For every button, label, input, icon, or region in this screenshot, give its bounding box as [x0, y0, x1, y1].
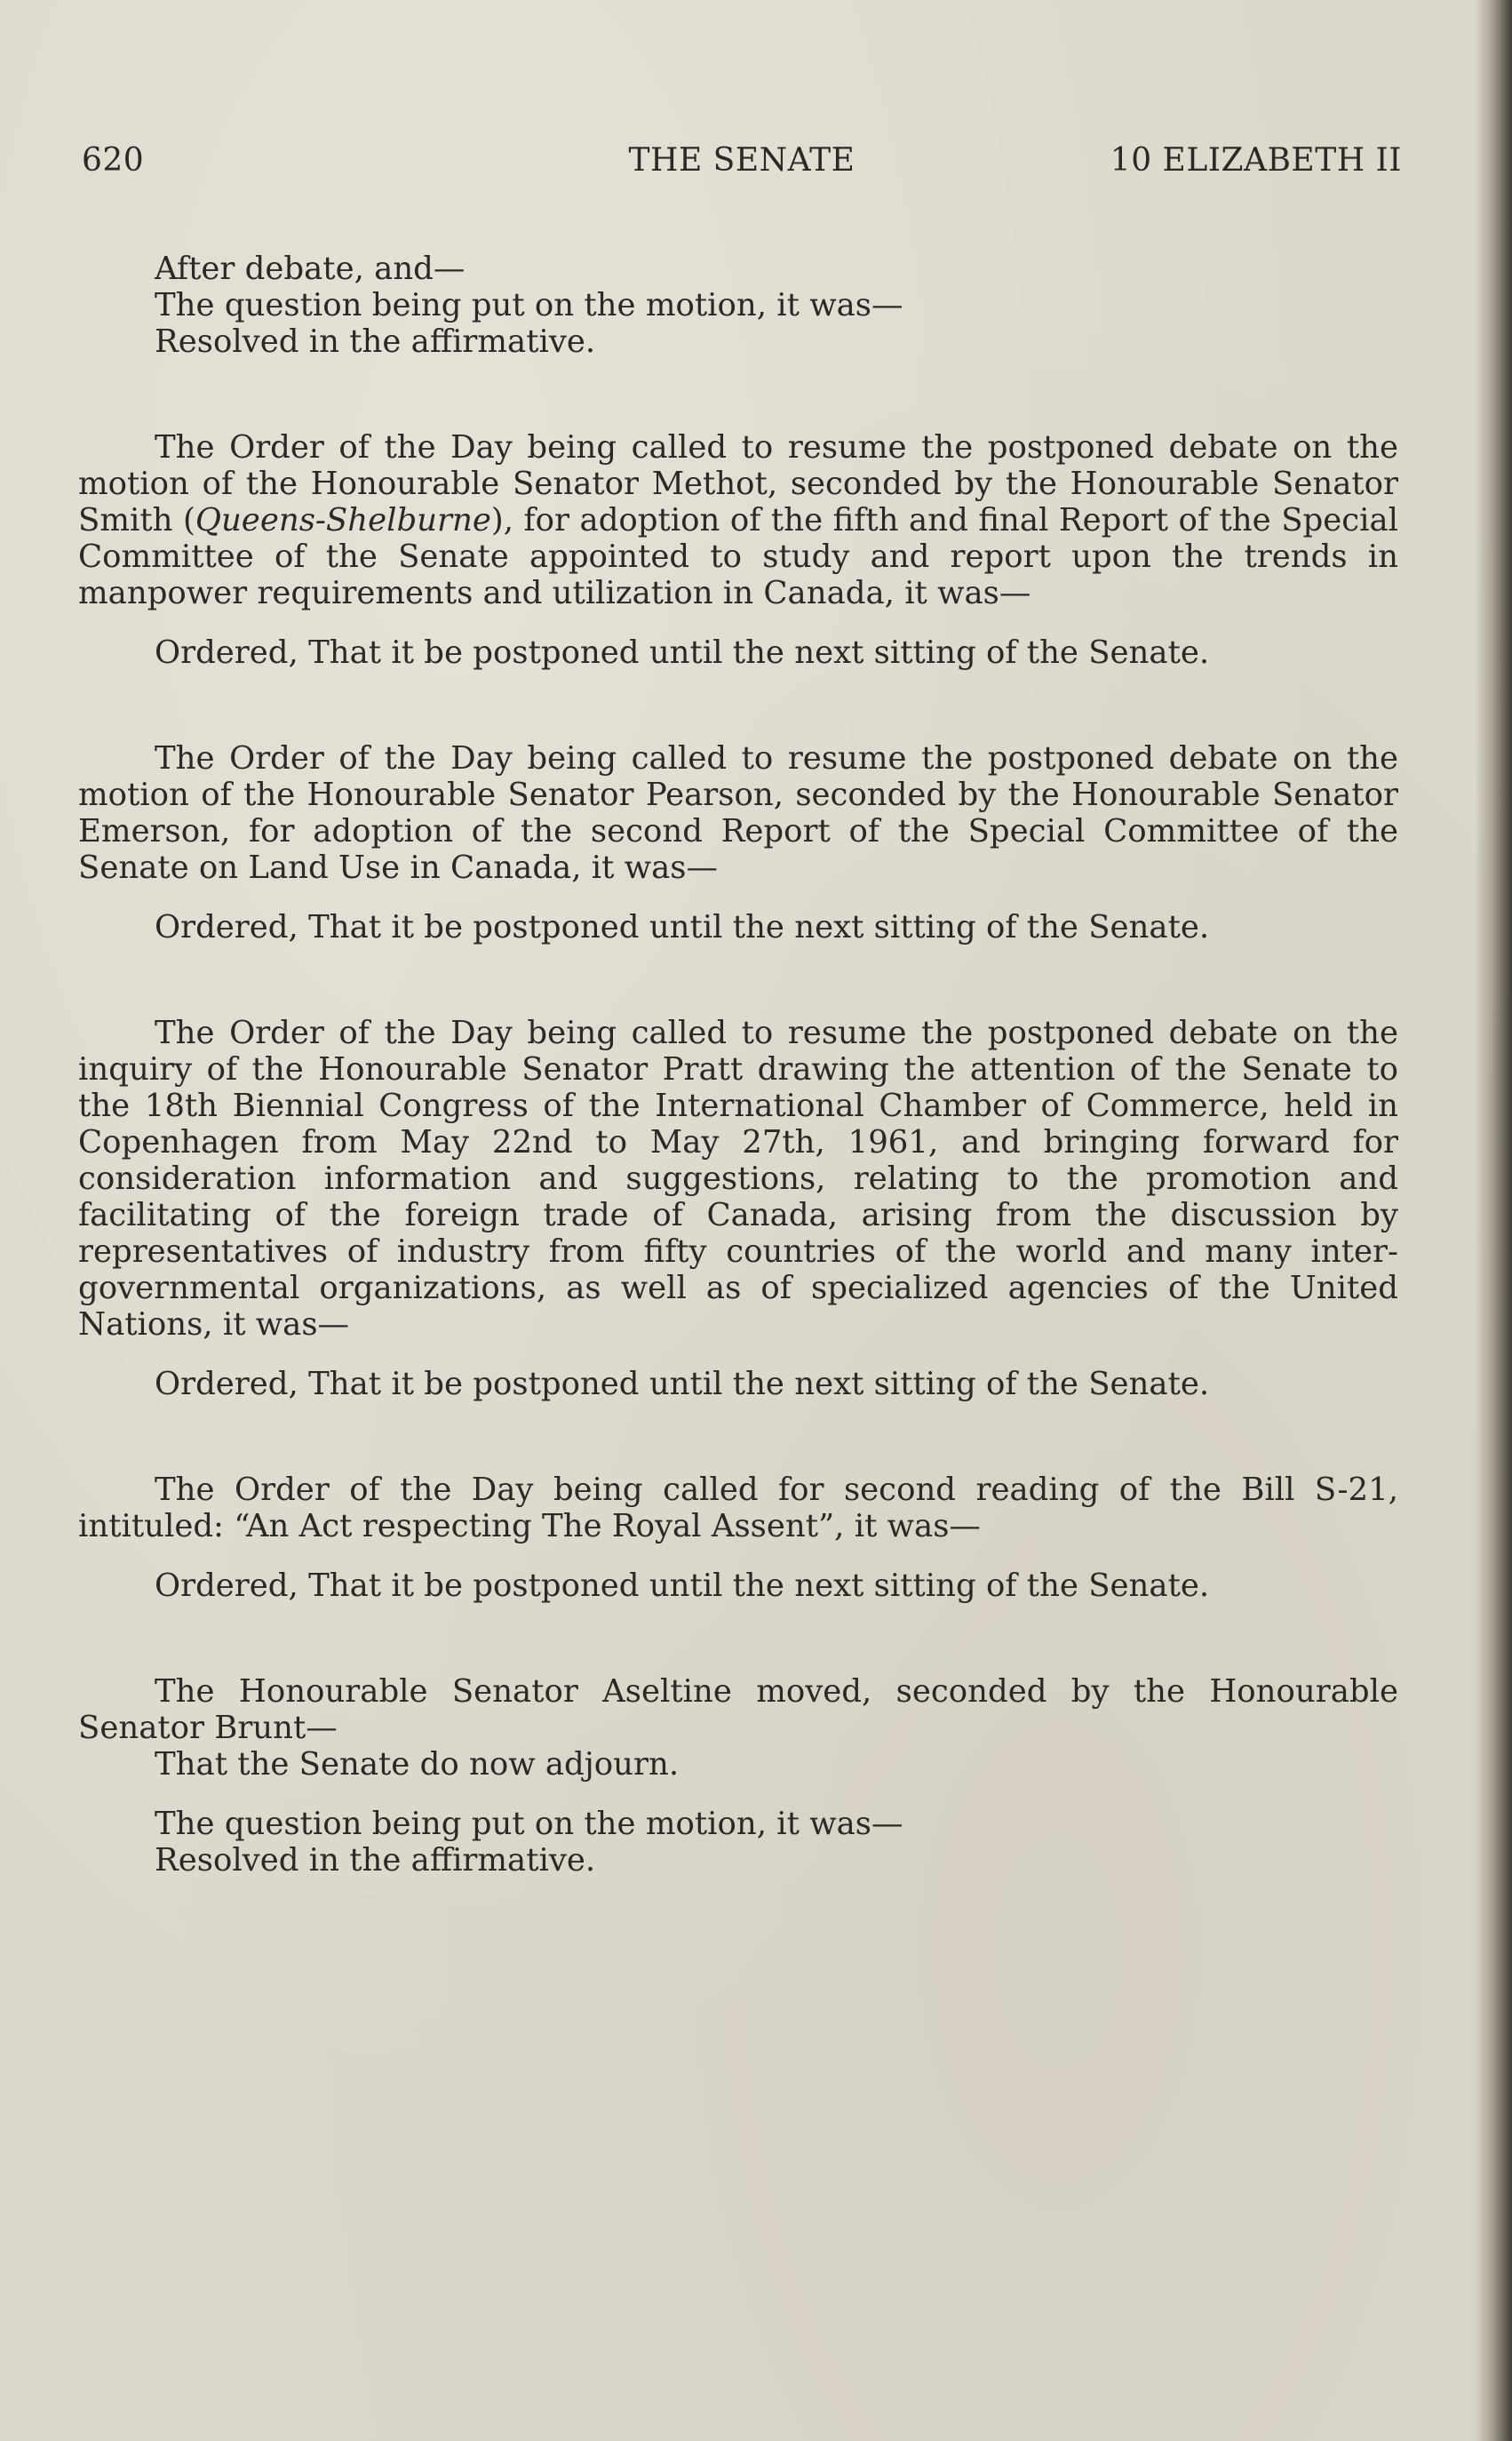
paragraph-line: After debate, and—	[155, 251, 466, 287]
section-land-use-report	[78, 740, 1398, 945]
section-bill-s21	[78, 1472, 1398, 1604]
order-line: Ordered, That it be postponed until the next sitting of the Senate.	[155, 634, 1210, 671]
section-manpower-report	[78, 429, 1398, 671]
paragraph-text: The Order of the Day being called to resume the postponed debate on the motion of the Honourable Senator Methot, seconded by the Honourable Senator Smith (	[78, 429, 1398, 538]
page-number: 620	[82, 142, 145, 179]
paragraph-line: Resolved in the affirmative.	[155, 323, 596, 360]
order-line: Ordered, That it be postponed until the next sitting of the Senate.	[155, 909, 1210, 945]
motion-line: That the Senate do now adjourn.	[155, 1746, 680, 1783]
section-chamber-of-commerce-inquiry	[78, 1015, 1398, 1402]
paragraph: The Order of the Day being called for second reading of the Bill S-21, intituled: “An Act respecting The Royal Assent”, it was—	[78, 1472, 1398, 1544]
section-adjournment	[78, 1673, 1398, 1879]
section-debate-result	[78, 251, 1398, 360]
running-header	[82, 142, 1402, 187]
page-edge-shadow	[1475, 0, 1512, 2441]
document-body	[78, 251, 1398, 1879]
paragraph-line: The question being put on the motion, it was—	[155, 287, 903, 323]
paragraph: The Honourable Senator Aseltine moved, seconded by the Honourable Senator Brunt—	[78, 1673, 1398, 1746]
paragraph-line: Resolved in the affirmative.	[155, 1842, 596, 1879]
order-line: Ordered, That it be postponed until the next sitting of the Senate.	[155, 1366, 1210, 1402]
paragraph: The Order of the Day being called to resume the postponed debate on the inquiry of the Honourable Senator Pratt drawing the attention of the Senate to the 18th Biennial Congress of the International Chamber of Commerce, held in Copenhagen from May 22nd to May 27th, 1961, and bringing forward for consideration information and suggestions, relating to the promotion and facilitating of the foreign trade of Canada, arising from the discussion by representatives of industry from fifty countries of the world and many inter-governmental organizations, as well as of specialized agencies of the United Nations, it was—	[78, 1015, 1398, 1343]
paragraph: The Order of the Day being called to resume the postponed debate on the motion of the Honourable Senator Pearson, seconded by the Honourable Senator Emerson, for adoption of the second Report of the Special Committee of the Senate on Land Use in Canada, it was—	[78, 740, 1398, 886]
regnal-year: 10 ELIZABETH II	[1110, 142, 1402, 179]
running-title: THE SENATE	[628, 142, 855, 179]
order-line: Ordered, That it be postponed until the next sitting of the Senate.	[155, 1568, 1210, 1604]
italic-constituency: Queens-Shelburne	[195, 502, 491, 538]
paragraph-line: The question being put on the motion, it was—	[155, 1806, 903, 1842]
paragraph-text: ), for adoption of the fifth and final Report of the Special Committee of the Senate appointed to study and report upon the trends in manpower requirements and utilization in Canada, it was—	[78, 502, 1398, 611]
paragraph	[78, 429, 1398, 611]
